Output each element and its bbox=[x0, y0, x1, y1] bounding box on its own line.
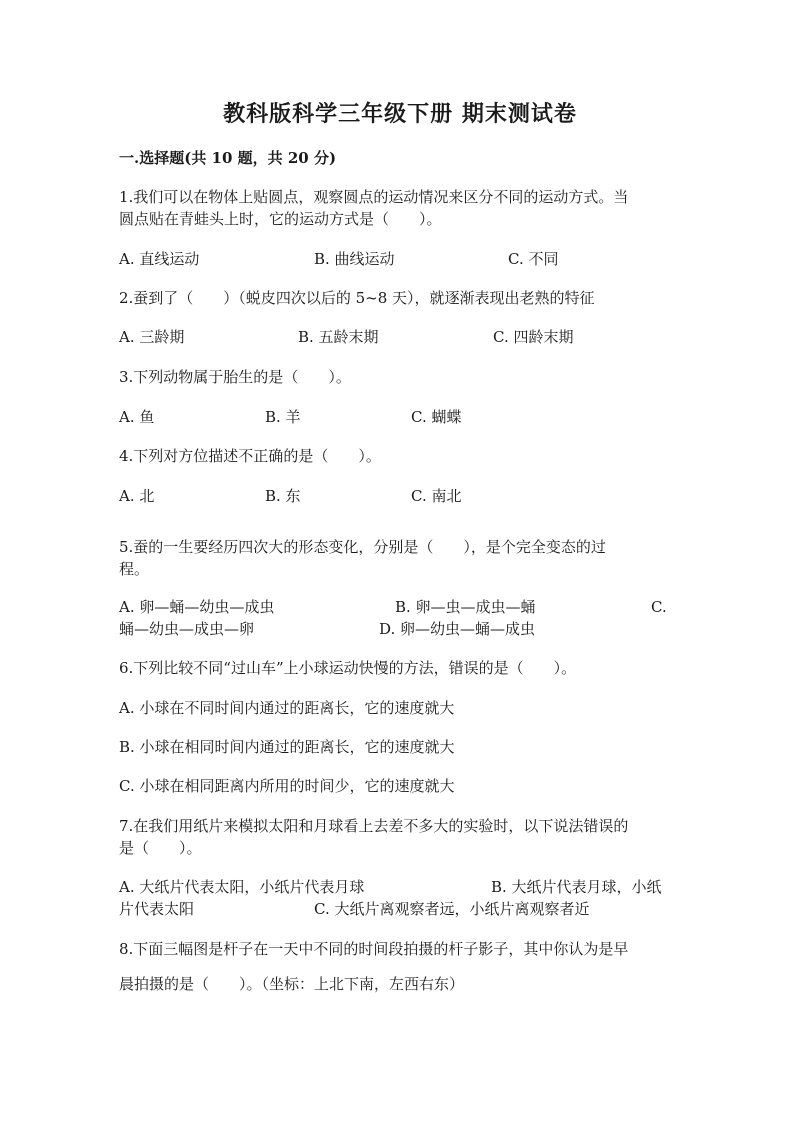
question-7-option-b-cont: 片代表太阳 bbox=[119, 900, 195, 918]
question-5-option-d: D. 卵—幼虫—蛹—成虫 bbox=[379, 620, 536, 638]
question-3-option-a: A. 鱼 bbox=[119, 408, 155, 426]
question-2-option-b: B. 五龄末期 bbox=[298, 328, 379, 346]
question-2-text: 2.蚕到了（ ）（蜕皮四次以后的 5~8 天），就逐渐表现出老熟的特征 bbox=[119, 289, 595, 307]
question-7-option-b: B. 大纸片代表月球，小纸 bbox=[491, 878, 662, 896]
question-4-option-c: C. 南北 bbox=[411, 487, 462, 505]
question-3-option-c: C. 蝴蝶 bbox=[411, 408, 462, 426]
question-5-text: 5.蚕的一生要经历四次大的形态变化，分别是（ ），是个完全变态的过 bbox=[119, 538, 606, 556]
question-5-option-c: 蛹—幼虫—成虫—卵 bbox=[119, 620, 255, 638]
question-7-option-c: C. 大纸片离观察者远，小纸片离观察者近 bbox=[314, 900, 590, 918]
question-5-option-b: B. 卵—虫—成虫—蛹 bbox=[395, 598, 536, 616]
question-1-option-b: B. 曲线运动 bbox=[314, 250, 395, 268]
question-7-text-cont: 是（ ）。 bbox=[119, 839, 202, 857]
question-3-option-b: B. 羊 bbox=[265, 408, 301, 426]
question-3-text: 3.下列动物属于胎生的是（ ）。 bbox=[119, 368, 351, 386]
question-5-option-a: A. 卵—蛹—幼虫—成虫 bbox=[119, 598, 275, 616]
question-2-option-c: C. 四龄末期 bbox=[493, 328, 574, 346]
question-6-text: 6.下列比较不同“过山车”上小球运动快慢的方法，错误的是（ ）。 bbox=[119, 659, 577, 677]
question-5-text-cont: 程。 bbox=[119, 560, 150, 578]
question-2-option-a: A. 三龄期 bbox=[119, 328, 185, 346]
question-8-text-cont: 晨拍摄的是（ ）。（坐标：上北下南，左西右东） bbox=[119, 975, 465, 993]
question-5-option-c-prefix: C. bbox=[651, 598, 667, 616]
question-7-option-a: A. 大纸片代表太阳，小纸片代表月球 bbox=[119, 878, 365, 896]
question-1-text: 1.我们可以在物体上贴圆点，观察圆点的运动情况来区分不同的运动方式。当 bbox=[119, 188, 629, 206]
question-6-option-a: A. 小球在不同时间内通过的距离长，它的速度就大 bbox=[119, 699, 455, 717]
question-6-option-b: B. 小球在相同时间内通过的距离长，它的速度就大 bbox=[119, 738, 455, 756]
question-6-option-c: C. 小球在相同距离内所用的时间少，它的速度就大 bbox=[119, 777, 455, 795]
question-1-option-c: C. 不同 bbox=[508, 250, 559, 268]
question-4-option-b: B. 东 bbox=[265, 487, 301, 505]
question-7-text: 7.在我们用纸片来模拟太阳和月球看上去差不多大的实验时，以下说法错误的 bbox=[119, 817, 629, 835]
page-title: 教科版科学三年级下册 期末测试卷 bbox=[223, 101, 577, 127]
question-8-text: 8.下面三幅图是杆子在一天中不同的时间段拍摄的杆子影子，其中你认为是早 bbox=[119, 940, 629, 958]
section-heading: 一.选择题(共 10 题，共 20 分) bbox=[119, 149, 337, 167]
question-4-option-a: A. 北 bbox=[119, 487, 155, 505]
question-1-text-cont: 圆点贴在青蛙头上时，它的运动方式是（ ）。 bbox=[119, 210, 442, 228]
question-1-option-a: A. 直线运动 bbox=[119, 250, 200, 268]
question-4-text: 4.下列对方位描述不正确的是（ ）。 bbox=[119, 447, 381, 465]
